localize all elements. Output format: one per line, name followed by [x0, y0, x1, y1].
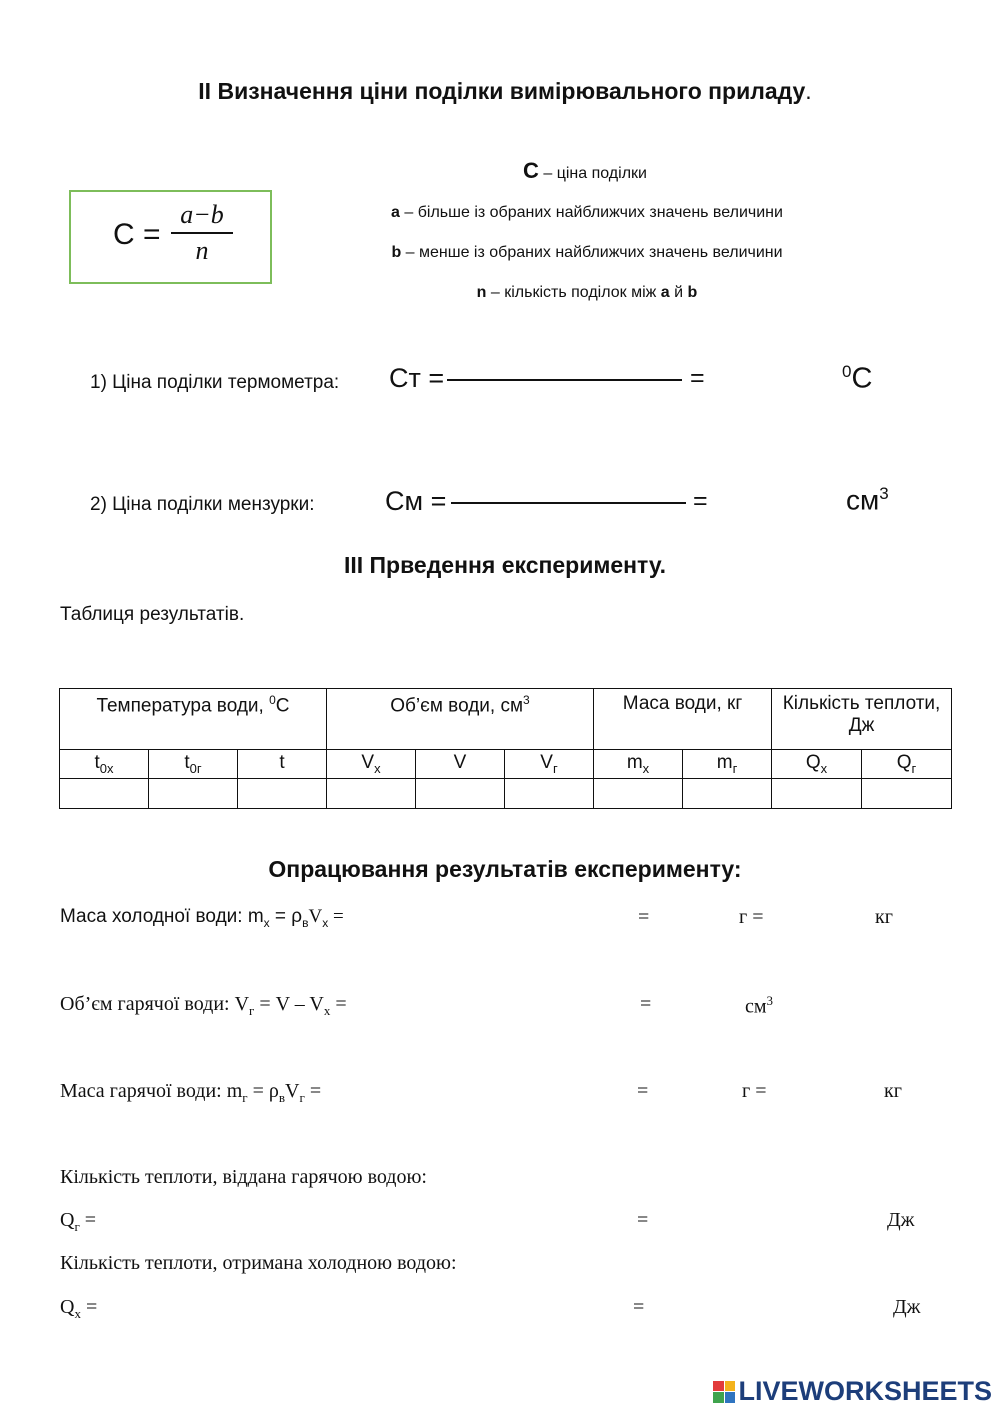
subheader-mg: $m_г$: [683, 750, 772, 779]
cell-vx-input[interactable]: [327, 779, 416, 809]
formula-lhs: C =: [113, 218, 161, 251]
cold-mass-kg: кг: [875, 906, 893, 928]
hot-volume-equals: =: [640, 993, 652, 1015]
hot-mass-formula: Маса гарячої води: $m_г = \rho_вV_г$ =: [60, 1080, 322, 1105]
formula-box: [69, 190, 272, 284]
heat-received-unit: Дж: [893, 1296, 921, 1318]
heat-given-formula: $Q_г$ =: [60, 1209, 97, 1234]
beaker-symbol: Cм =: [385, 486, 447, 516]
cell-v-input[interactable]: [416, 779, 505, 809]
cell-t-input[interactable]: [238, 779, 327, 809]
thermometer-unit: $^0$C: [842, 362, 873, 395]
subheader-qx: $Q_х$: [772, 750, 862, 779]
subheader-t0x: $t_{0х}$: [60, 750, 149, 779]
beaker-label: 2) Ціна поділки мензурки:: [90, 494, 315, 515]
thermometer-equals: =: [690, 364, 705, 392]
thermometer-symbol: Cт =: [389, 363, 445, 393]
section-2-title: ІІ Визначення ціни поділки вимірювального приладу.: [198, 78, 812, 104]
formula-numerator: a−b: [171, 200, 233, 234]
legend-a: a – більше із обраних найближчих значень величини: [391, 204, 783, 221]
legend-c: C – ціна поділки: [523, 158, 647, 183]
watermark-text: LIVEWORKSHEETS: [738, 1376, 992, 1406]
cell-qx-input[interactable]: [772, 779, 862, 809]
liveworksheets-watermark: [713, 1376, 992, 1407]
legend-b: b – менше із обраних найближчих значень величини: [391, 244, 783, 261]
legend-n: n – кількість поділок між a й b: [476, 284, 698, 301]
table-row: [60, 779, 952, 809]
cell-mx-input[interactable]: [594, 779, 683, 809]
heat-received-caption: Кількість теплоти, отримана холодною водою:: [60, 1252, 457, 1274]
formula-denominator: n: [195, 236, 209, 265]
cell-t0x-input[interactable]: [60, 779, 149, 809]
subheader-v: V: [416, 750, 505, 779]
formula-fraction: [171, 200, 233, 266]
cold-mass-formula: Маса холодної води: $m_х = \rho_вV_х$ =: [60, 906, 344, 930]
heat-given-equals: =: [637, 1209, 649, 1231]
results-table: [59, 688, 952, 809]
table-caption: Таблиця результатів.: [60, 604, 245, 625]
header-mass: Маса води, кг: [594, 689, 772, 750]
cell-mg-input[interactable]: [683, 779, 772, 809]
section-3-title: ІІІ Прведення експерименту.: [343, 552, 667, 578]
hot-volume-formula: Об’єм гарячої води: $V_г = V - V_х$ =: [60, 993, 347, 1018]
cell-qg-input[interactable]: [862, 779, 952, 809]
hot-mass-kg: кг: [884, 1080, 902, 1102]
hot-mass-grams: г =: [742, 1080, 767, 1102]
subheader-t0g: $t_{0г}$: [149, 750, 238, 779]
heat-given-unit: Дж: [887, 1209, 915, 1231]
header-temperature: Температура води, $^0$C: [60, 689, 327, 750]
heat-given-caption: Кількість теплоти, віддана гарячою водою:: [60, 1166, 427, 1188]
cell-t0g-input[interactable]: [149, 779, 238, 809]
subheader-vx: $V_х$: [327, 750, 416, 779]
beaker-fraction-line: [451, 502, 686, 504]
header-volume: Об’єм води, $см^3$: [327, 689, 594, 750]
beaker-equals: =: [693, 487, 708, 515]
liveworksheets-logo-icon: [713, 1381, 735, 1403]
cold-mass-grams: г =: [739, 906, 764, 928]
beaker-unit: $см^3$: [846, 484, 889, 516]
heat-received-equals: =: [633, 1296, 645, 1318]
processing-title: Опрацювання результатів експерименту:: [268, 856, 742, 882]
hot-volume-unit: $см^3$: [745, 993, 774, 1018]
header-heat: Кількість теплоти, Дж: [772, 689, 952, 750]
subheader-t: t: [238, 750, 327, 779]
thermometer-label: 1) Ціна поділки термометра:: [90, 372, 340, 393]
subheader-vg: $V_г$: [505, 750, 594, 779]
cold-mass-equals: =: [638, 906, 650, 928]
hot-mass-equals: =: [637, 1080, 649, 1102]
thermometer-fraction-line: [447, 379, 682, 381]
subheader-mx: $m_х$: [594, 750, 683, 779]
subheader-qg: $Q_г$: [862, 750, 952, 779]
heat-received-formula: $Q_х$ =: [60, 1296, 98, 1321]
cell-vg-input[interactable]: [505, 779, 594, 809]
